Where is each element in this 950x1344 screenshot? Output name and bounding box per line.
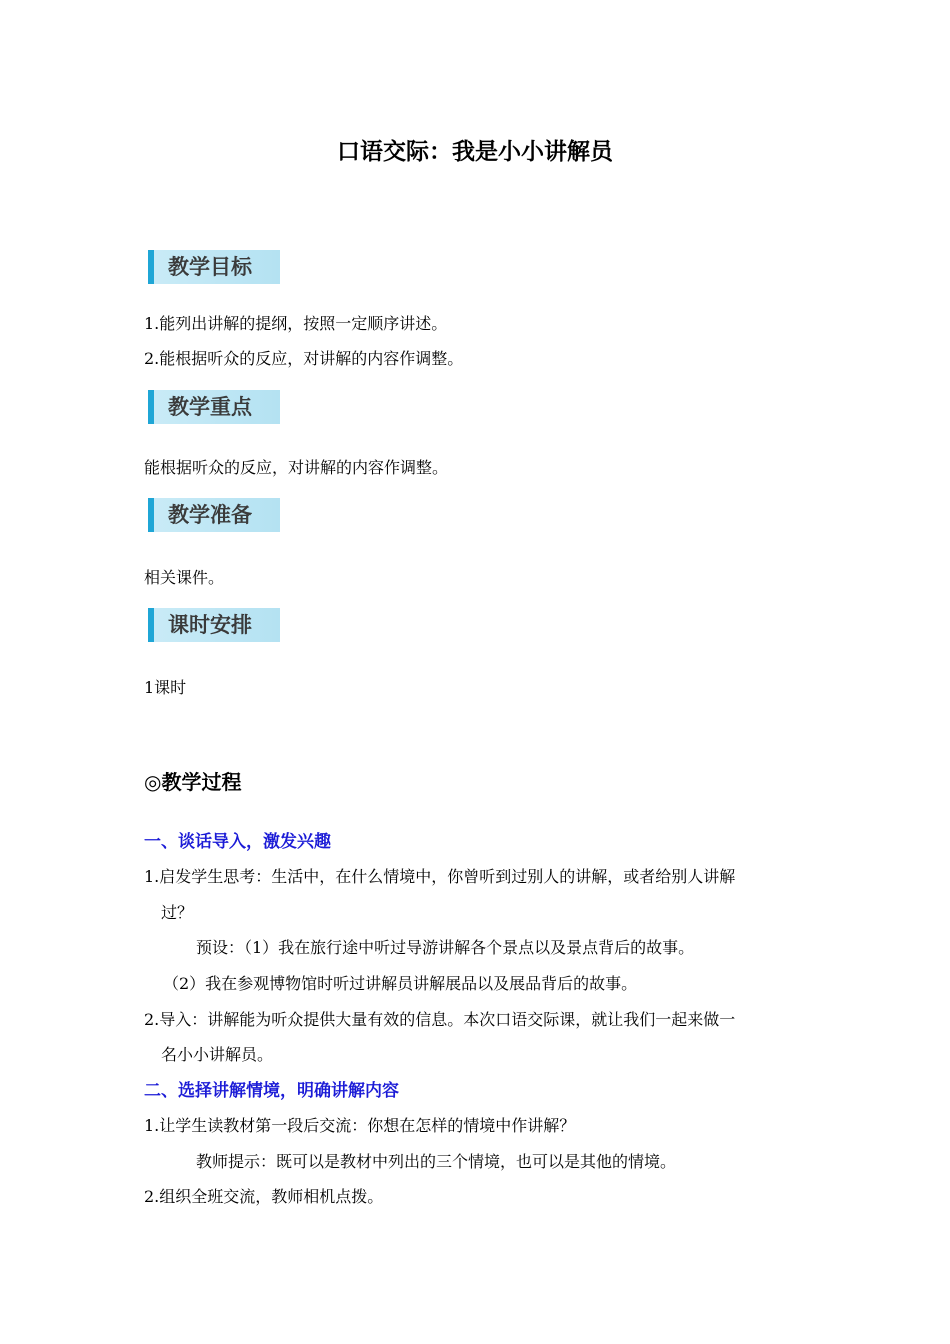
process-title: ◎教学过程: [144, 770, 242, 794]
part1-preset1: 预设：（1）我在旅行途中听过导游讲解各个景点以及景点背后的故事。: [196, 938, 695, 957]
part2-item2: 2.组织全班交流，教师相机点拨。: [144, 1187, 384, 1206]
section-badge-preparation: 教学准备: [148, 498, 280, 532]
section-badge-schedule: 课时安排: [148, 608, 280, 642]
part1-item1-line1: 1.启发学生思考：生活中，在什么情境中，你曾听到过别人的讲解，或者给别人讲解: [144, 867, 736, 886]
page-title: 口语交际：我是小小讲解员: [337, 139, 613, 165]
part2-tip: 教师提示：既可以是教材中列出的三个情境，也可以是其他的情境。: [196, 1152, 677, 1171]
part1-item1-line2: 过？: [161, 903, 194, 922]
part1-item2-line1: 2.导入：讲解能为听众提供大量有效的信息。本次口语交际课，就让我们一起来做一: [144, 1010, 736, 1029]
section-badge-key-points: 教学重点: [148, 390, 280, 424]
objective-item-2: 2.能根据听众的反应，对讲解的内容作调整。: [144, 349, 464, 368]
objective-item-1: 1.能列出讲解的提纲，按照一定顺序讲述。: [144, 314, 448, 333]
schedule-text: 1课时: [144, 678, 187, 697]
section-badge-objectives: 教学目标: [148, 250, 280, 284]
part1-item2-line2: 名小小讲解员。: [161, 1045, 274, 1064]
part2-item1: 1.让学生读教材第一段后交流：你想在怎样的情境中作讲解？: [144, 1116, 576, 1135]
process-part2-heading: 二、选择讲解情境，明确讲解内容: [144, 1081, 399, 1101]
preparation-text: 相关课件。: [144, 568, 225, 587]
key-points-text: 能根据听众的反应，对讲解的内容作调整。: [144, 458, 449, 477]
part1-preset2: （2）我在参观博物馆时听过讲解员讲解展品以及展品背后的故事。: [163, 974, 638, 993]
process-part1-heading: 一、谈话导入，激发兴趣: [144, 832, 331, 852]
